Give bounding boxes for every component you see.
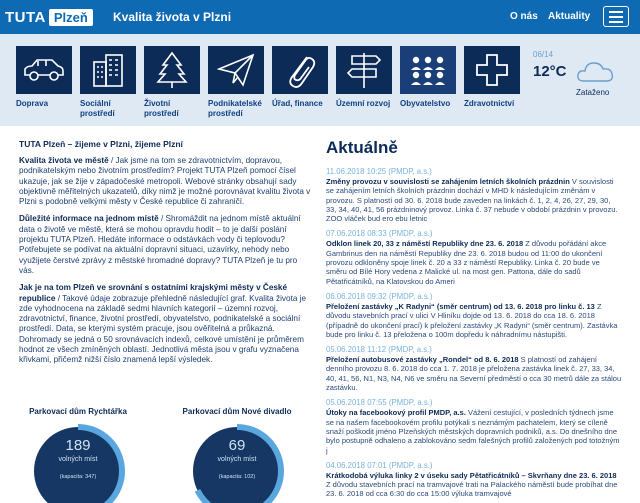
news-item[interactable]: [326, 345, 622, 392]
nav-about-link[interactable]: O nás: [510, 11, 538, 22]
paperclip-icon: [283, 51, 317, 89]
category-label: Podnikatelské prostředí: [208, 99, 262, 118]
parking-capacity: (kapacita: 102): [218, 474, 256, 480]
news-item[interactable]: [326, 229, 622, 285]
cloud-icon: [576, 59, 616, 85]
news-item[interactable]: [326, 292, 622, 339]
weather-date: 06/14: [533, 50, 554, 59]
intro-paragraph: [19, 214, 312, 276]
news-meta: 11.06.2018 10:25 (PMDP, a.s.): [326, 167, 432, 176]
top-navbar: [0, 0, 640, 34]
news-item[interactable]: [326, 461, 622, 499]
news-item[interactable]: [326, 167, 622, 223]
parking-gauge-nove-divadlo[interactable]: [182, 407, 292, 480]
parking-unit: volných míst: [217, 456, 257, 463]
category-label: Životní prostředí: [144, 99, 179, 118]
buildings-icon: [90, 52, 126, 88]
parking-unit: volných míst: [58, 456, 98, 463]
car-icon: [22, 55, 66, 85]
category-label: Sociální prostředí: [80, 99, 115, 118]
people-icon: [408, 54, 448, 86]
intro-title: TUTA Plzeň – žijeme v Plzni, žijeme Plzní: [19, 139, 183, 149]
category-label: Doprava: [16, 99, 49, 108]
parking-title: Parkovací dům Nové divadlo: [182, 407, 292, 416]
news-text: Z důvodu pořádání akce Gambrinus den na náměstí Republiky dne 23. 6. 2018 budou od 11:00 do ukončení provozu odkloněny spoje linek č. 20 a 33 z náměstí Republiky. Linka č. 20 bude ve směru od Bílé Hory vedena z Malické ul. na most gen. Pattona, dále do sadů Pětatřicátníků, na Klatovskou do Ameri: [326, 239, 607, 286]
category-label: Zdravotnictví: [464, 99, 515, 108]
intro-p1-heading: Kvalita života ve městě: [19, 156, 109, 165]
weather-temperature: 12°C: [533, 63, 567, 80]
intro-paragraph: [19, 283, 312, 365]
news-title[interactable]: Přeložení autobusové zastávky „Rondel“ od 8. 6. 2018: [326, 355, 519, 365]
hamburger-menu-button[interactable]: [603, 6, 629, 27]
category-doprava[interactable]: [16, 46, 76, 109]
news-section: [326, 138, 622, 503]
news-meta: 05.06.2018 11:12 (PMDP, a.s.): [326, 345, 432, 355]
category-label: Územní rozvoj: [336, 99, 391, 108]
intro-p2-heading: Důležité informace na jednom místě: [19, 214, 159, 224]
parking-free-count: 69: [228, 437, 246, 454]
news-title[interactable]: Odklon linek 20, 33 z náměstí Republiky dne 23. 6. 2018: [326, 239, 524, 249]
news-title[interactable]: Změny provozu v souvislosti se zahájením letních školních prázdnin: [326, 177, 570, 186]
nav-news-link[interactable]: Aktuality: [548, 11, 591, 22]
category-label: Úřad, finance: [272, 99, 323, 108]
news-title[interactable]: Přeložení zastávky „K Radyni“ (směr centrum) od 13. 6. 2018 pro linku č. 13: [326, 301, 595, 311]
parking-title: Parkovací dům Rychtářka: [29, 407, 127, 416]
news-title[interactable]: Útoky na facebookový profil PMDP, a.s.: [326, 408, 466, 418]
intro-p1-text: / Jak jsme na tom se zdravotnictvím, dopravou, podnikatelským nebo životním prostředím? Projekt TUTA Plzeň pomocí čísel ukazuje, jak se žije v západočeské metropoli. Webové stránky obsahují sady objektivně měřitelných ukazatelů, díky nimž je možné porovnávat kvalitu života v Plzni s podobně velkými městy v České republice či zahraničí.: [19, 156, 311, 207]
news-text: Z důvodu stavebních prací v ulici V Hliníku dojde od 13. 6. 2018 do cca 18. 6. 2018 (případně do ukončení prací) k přeložení zastávky „K Radyni“ (směr centrum). Zastávka bude pro linku č. 13 přeložena o 100m dopředu k náhradnímu nástupišti.: [326, 301, 618, 339]
weather-condition: Zataženo: [576, 88, 610, 97]
parking-free-count: 189: [65, 437, 91, 454]
news-text: S platností od zahájení denního provozu 8. 6. 2018 do cca 1. 7. 2018 je přeložena zastávka linek č. 27, 33, 34, 40, 41, 56, N1, N3, N4, N6 ve směru na Severní předměstí o cca 30 metrů dále za stálou zastávku.: [326, 355, 622, 393]
intro-paragraph: [19, 156, 312, 207]
news-meta: 05.06.2018 07:55 (PMDP, a.s.): [326, 398, 433, 408]
tuta-plzen-logo[interactable]: [5, 8, 93, 26]
tree-icon: [155, 51, 189, 89]
category-socialni[interactable]: [80, 46, 140, 119]
category-label: Obyvatelstvo: [400, 99, 451, 108]
intro-section: [19, 139, 312, 373]
intro-p3-heading: Jak je na tom Plzeň ve srovnání s ostatními krajskými městy v České republice: [19, 283, 288, 303]
category-urad-finance[interactable]: [272, 46, 332, 109]
news-title[interactable]: Krátkodobá výluka linky 2 v úseku sady Pětatřicátníků – Skvrňany dne 23. 6. 2018: [326, 470, 617, 480]
signpost-icon: [346, 51, 382, 89]
news-text: Z důvodu stavebních prací na tramvajové trati na Palackého náměstí bude probíhat dne 23. 6. 2018 od cca 6:30 do cca 15:00 výluka tramvajové: [326, 480, 618, 499]
category-zdravotnictvi[interactable]: [464, 46, 524, 109]
category-podnikatelske[interactable]: [208, 46, 268, 119]
logo-plzen: Plzeň: [49, 9, 93, 26]
news-text: V souvislosti se zahájením letních školních prázdnin dochází v MHD k následujícím změnám v provozu. S platností od 30. 6. 2018 bude zaveden na linkách č. 1, 2, 4, 26, 27, 29, 30, 33, 34, 40, 41, 56 prázdninový provoz. Linka č. 37 nebude v období prázdnin v provozu. ZOO vláček bud ero ebu letnic: [326, 177, 618, 224]
category-obyvatelstvo[interactable]: [400, 46, 460, 109]
site-tagline: Kvalita života v Plzni: [113, 10, 232, 24]
news-heading: Aktuálně: [326, 138, 398, 157]
news-meta: 07.06.2018 08:33 (PMDP, a.s.): [326, 229, 433, 239]
intro-p3-text: / Takové údaje zobrazuje přehledně následující graf. Kvalita života je zde vyhodnocena na základě sedmi hlavních kategorií – územní rozvoj, zdravotnictví, finance, životní prostředí, obyvatelstvo, podnikatelské a sociální prostředí. Data, se kterými systém pracuje, jsou ověřitelná a průkazná. Dohromady se jedná o 50 srovnávacích indexů, celkové umístění je průměrem hodnot ze všech zmíněných oblastí. Jednotlivá města jsou v grafu vyznačena křivkami, přičemž nižší číslo znamená lepší výsledek.: [19, 293, 307, 365]
news-meta: 06.06.2018 09:32 (PMDP, a.s.): [326, 291, 433, 301]
news-meta: 04.06.2018 07:01 (PMDP, a.s.): [326, 460, 433, 470]
news-item[interactable]: [326, 398, 622, 454]
parking-gauge-rychtarka[interactable]: [23, 407, 133, 480]
paper-plane-icon: [217, 53, 255, 87]
logo-tuta: TUTA: [5, 8, 46, 26]
cross-icon: [474, 52, 510, 88]
category-uzemni-rozvoj[interactable]: [336, 46, 396, 109]
intro-p2-text: / Shromáždit na jednom místě aktuální data o životě ve městě, která se mohou opravdu hodit – to je další poslání projektu TUTA Plzeň. Hledáte informace o odstávkách vody či teplovodu? Potřebujete se podívat na aktuální dopravní situaci, uzavírky, nehody nebo využijete čerstvé zprávy z městské hromadné dopravy? TUTA Plzeň je tu pro vás.: [19, 214, 301, 275]
category-zivotni[interactable]: [144, 46, 204, 119]
parking-capacity: (kapacita: 347): [59, 474, 97, 480]
news-text: Vážení cestující, v posledních týdnech jsme se na našem facebookovém profilu potýkali s neznámým pachatelem, který se cíleně snaží poškodit jméno Plzeňských městských dopravních podniků, a.s. Do dnešního dne bylo postupně odhaleno a zablokováno sedm falešných profilů založených pod totožným j: [326, 408, 620, 455]
